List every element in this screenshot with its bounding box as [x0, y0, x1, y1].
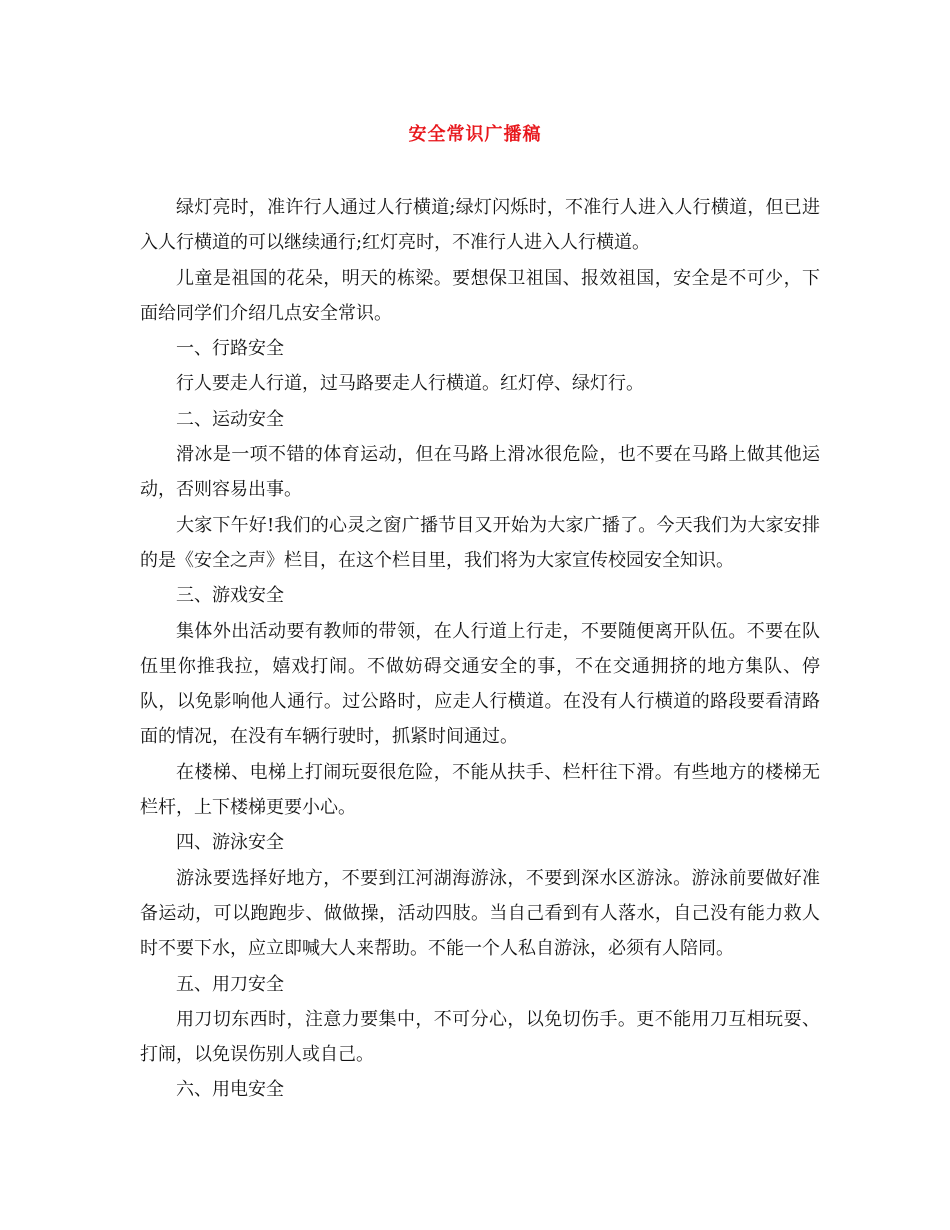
paragraph: 儿童是祖国的花朵，明天的栋梁。要想保卫祖国、报效祖国，安全是不可少，下面给同学们介绍几点安全常识。	[140, 267, 820, 324]
paragraph: 集体外出活动要有教师的带领，在人行道上行走，不要随便离开队伍。不要在队伍里你推我拉，嬉戏打闹。不做妨碍交通安全的事，不在交通拥挤的地方集队、停队，以免影响他人通行。过公路时，应走人行横道。在没有人行横道的路段要看清路面的情况，在没有车辆行驶时，抓紧时间通过。	[140, 620, 820, 748]
section-heading: 四、游泳安全	[176, 832, 284, 854]
section-heading: 六、用电安全	[176, 1079, 284, 1101]
document-body	[140, 190, 820, 1108]
paragraph: 行人要走人行道，过马路要走人行横道。红灯停、绿灯行。	[176, 373, 644, 395]
section-heading: 五、用刀安全	[176, 973, 284, 995]
section-heading: 三、游戏安全	[176, 585, 284, 607]
paragraph: 大家下午好!我们的心灵之窗广播节目又开始为大家广播了。今天我们为大家安排的是《安全之声》栏目，在这个栏目里，我们将为大家宣传校园安全知识。	[140, 514, 820, 571]
document-title: 安全常识广播稿	[408, 124, 542, 145]
paragraph: 用刀切东西时，注意力要集中，不可分心，以免切伤手。更不能用刀互相玩耍、打闹，以免误伤别人或自己。	[140, 1008, 820, 1066]
section-heading: 一、行路安全	[176, 338, 284, 360]
section-heading: 二、运动安全	[176, 408, 284, 430]
paragraph: 在楼梯、电梯上打闹玩耍很危险，不能从扶手、栏杆往下滑。有些地方的楼梯无栏杆，上下楼梯更要小心。	[140, 761, 820, 819]
paragraph: 滑冰是一项不错的体育运动，但在马路上滑冰很危险，也不要在马路上做其他运动，否则容易出事。	[140, 444, 820, 501]
paragraph: 绿灯亮时，准许行人通过人行横道;绿灯闪烁时，不准行人进入人行横道，但已进入人行横道的可以继续通行;红灯亮时，不准行人进入人行横道。	[140, 197, 820, 254]
paragraph: 游泳要选择好地方，不要到江河湖海游泳，不要到深水区游泳。游泳前要做好准备运动，可以跑跑步、做做操，活动四肢。当自己看到有人落水，自己没有能力救人时不要下水，应立即喊大人来帮助。不能一个人私自游泳，必须有人陪同。	[140, 867, 820, 960]
